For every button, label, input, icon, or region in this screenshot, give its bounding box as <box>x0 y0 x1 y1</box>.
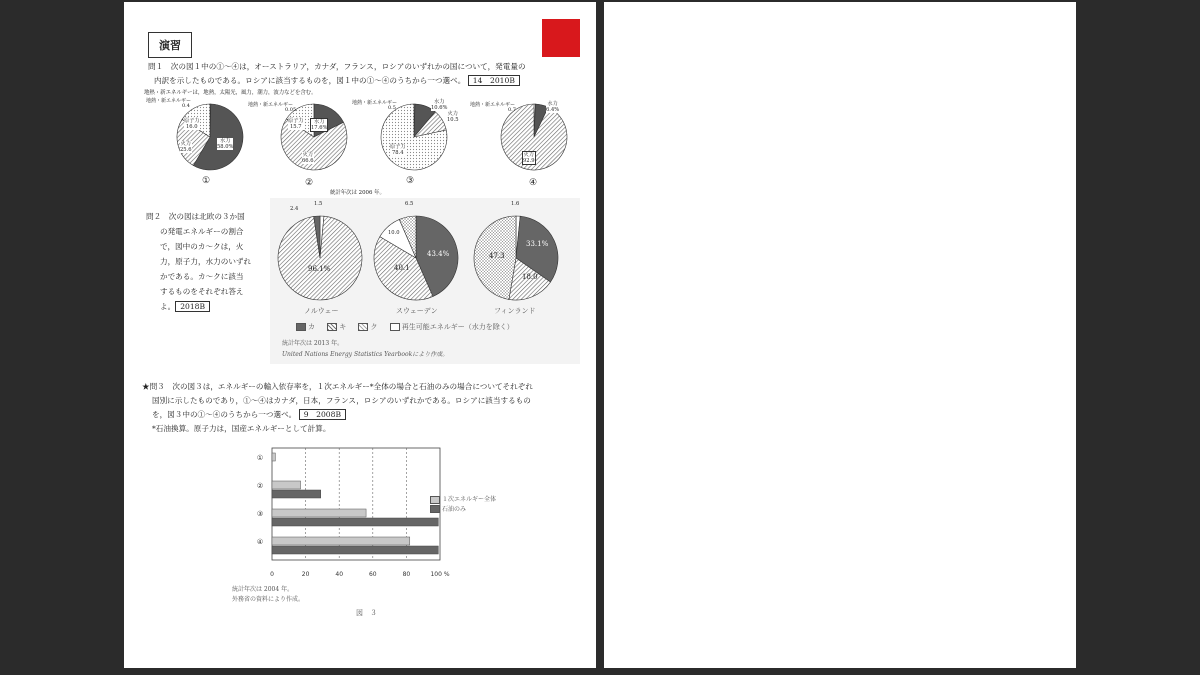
q3-line2: 国別に示したものであり，①～④はカナダ，日本，フランス，ロシアのいずれかである。ロシアに該当するもの <box>152 396 531 405</box>
category-label: ④ <box>256 538 264 546</box>
category-label: ① <box>256 454 264 462</box>
pie4-top-label: 地熱・新エネルギー <box>470 102 516 108</box>
q3-line1: ★問３ 次の図３は，エネルギーの輸入依存率を，１次エネルギー*全体の場合と石油のみの場合についてそれぞれ <box>142 382 533 391</box>
q2-legend: カ キ ク 再生可能エネルギー（水力を除く） <box>296 322 514 332</box>
sweden-label: スウェーデン <box>396 307 438 315</box>
sweden-v10: 10.0 <box>388 230 400 236</box>
q3-footnote: *石油換算。原子力は，国産エネルギーとして計算。 <box>152 424 331 433</box>
pie2-number: ② <box>305 178 314 188</box>
pie3-hydro: 水力 10.6% <box>431 99 448 111</box>
pie2-nuclear: 原子力 15.7 <box>288 118 304 130</box>
norway-label: ノルウェー <box>304 307 339 315</box>
pie2-hydro: 水力 17.6% <box>311 119 328 131</box>
q2-answer-box: 2018B <box>175 301 210 312</box>
q1-stat-note: 統計年次は 2006 年。 <box>330 190 385 196</box>
x-tick-label: 100 % <box>430 571 450 578</box>
x-tick-label: 40 <box>335 571 344 578</box>
finland-label: フィンランド <box>494 307 536 315</box>
pie3-thermal: 火力 10.5 <box>447 111 459 123</box>
q1-pie-charts <box>124 97 596 192</box>
document-page-1 <box>124 2 596 668</box>
norway-v2: 1.5 <box>314 201 323 207</box>
bar-total <box>272 481 301 489</box>
category-label: ③ <box>256 510 264 518</box>
pie3-number: ③ <box>406 176 415 186</box>
pie2-thermal: 火力 66.6 <box>302 152 314 164</box>
pie1-nuclear: 原子力 16.0 <box>184 118 200 130</box>
finland-top: 1.6 <box>511 201 520 207</box>
finland-ki: 18.0 <box>522 273 538 281</box>
pie2-top-label: 地熱・新エネルギー <box>248 102 294 108</box>
q3-note1: 統計年次は 2004 年。 <box>232 586 294 593</box>
bar-total <box>272 537 410 545</box>
pie4-hydro: 水力 6.4% <box>546 101 560 113</box>
x-tick-label: 20 <box>301 571 310 578</box>
figure-3-label: 図 ３ <box>356 609 377 617</box>
x-tick-label: 80 <box>402 571 411 578</box>
pie1-top-label: 地熱・新エネルギー <box>146 98 192 104</box>
finland-ku: 47.3 <box>489 252 505 260</box>
norway-main: 96.1% <box>308 265 331 273</box>
pie4-number: ④ <box>529 178 538 188</box>
q2-note2: United Nations Energy Statistics Yearbookにより作成。 <box>282 351 449 358</box>
sweden-ka: 43.4% <box>427 250 450 258</box>
pie1-top-value: 0.4 <box>182 103 190 109</box>
pie4-top-value: 0.7 <box>508 107 516 113</box>
pie1-number: ① <box>202 176 211 186</box>
bar-total <box>272 453 275 461</box>
x-tick-label: 60 <box>368 571 377 578</box>
q1-answer-box: 14 2010B <box>468 75 520 86</box>
q1-line2: 内訳を示したものである。ロシアに該当するものを，図１中の①～④のうちから一つ選べ。 14 2010B <box>154 74 520 87</box>
q3-answer-box: 9 2008B <box>299 409 346 420</box>
norway-v1: 2.4 <box>290 206 299 212</box>
pie2-top-value: 0.05 <box>285 107 297 113</box>
finland-ka: 33.1% <box>526 240 549 248</box>
q3-legend: １次エネルギー全体 石油のみ <box>430 494 496 513</box>
pie4-thermal: 火力 92.9 <box>523 152 535 164</box>
bar-oil <box>272 518 438 526</box>
q3-note2: 外務省の資料により作成。 <box>232 596 305 603</box>
exercise-tag: 演習 <box>148 32 192 58</box>
bar-oil <box>272 490 321 498</box>
pie1-hydro: 水力 58.0% <box>217 138 234 150</box>
document-page-2 <box>604 2 1076 668</box>
q2-text: 問２ 次の図は北欧の３か国 の発電エネルギーの割合 で，図中のカ～クは，火 力，原子力，水力のいずれ かである。カ～クに該当 するものをそれぞれ答え よ。 2018B <box>146 212 252 311</box>
category-label: ② <box>256 482 264 490</box>
pie3-nuclear: 原子力 78.4 <box>390 144 406 156</box>
pie3-top-value: 0.5 <box>388 105 396 111</box>
q1-line1: 問１ 次の図１中の①～④は，オーストラリア，カナダ，フランス，ロシアのいずれかの国について，発電量の <box>148 62 526 71</box>
pie3-top-label: 地熱・新エネルギー <box>352 100 398 106</box>
sweden-top: 6.5 <box>405 201 414 207</box>
bar-total <box>272 509 366 517</box>
q1-note: 地熱・新エネルギーは，地熱，太陽光，風力，潮力，波力などを含む。 <box>144 90 317 96</box>
q3-line3: を，図３中の①～④のうちから一つ選べ。 9 2008B <box>152 408 346 421</box>
publisher-logo <box>542 19 580 57</box>
q2-note1: 統計年次は 2013 年。 <box>282 340 344 347</box>
sweden-ki: 40.1 <box>394 264 410 272</box>
x-tick-label: 0 <box>270 571 274 578</box>
pie1-thermal: 火力 25.6 <box>180 141 192 153</box>
bar-oil <box>272 546 438 554</box>
